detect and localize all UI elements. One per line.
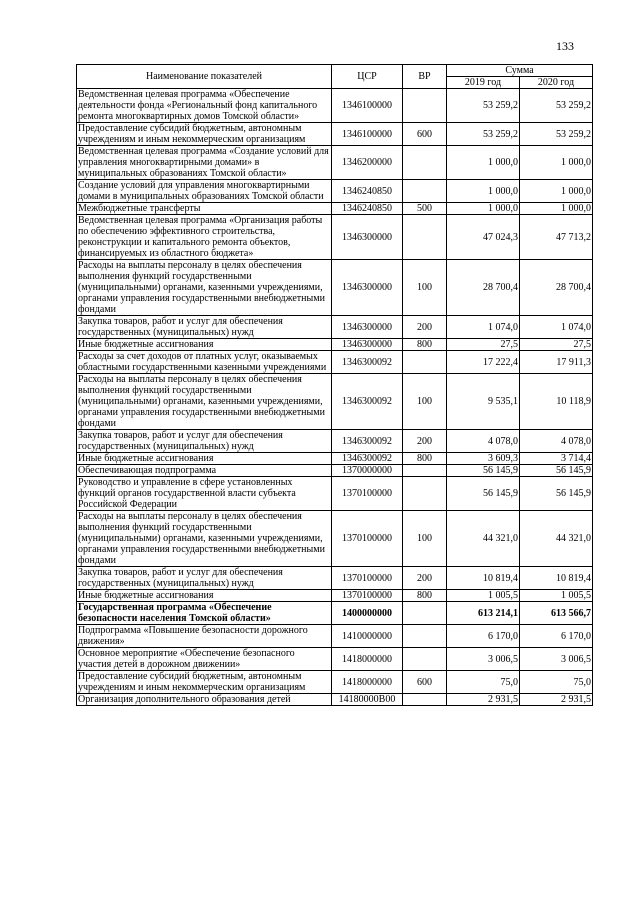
cell-2019: 1 000,0 <box>447 180 520 203</box>
cell-2020: 47 713,2 <box>520 215 593 260</box>
cell-2019: 9 535,1 <box>447 374 520 430</box>
cell-vr <box>403 602 447 625</box>
cell-2020: 27,5 <box>520 339 593 351</box>
cell-vr <box>403 146 447 180</box>
header-year-2019: 2019 год <box>447 77 520 89</box>
cell-name: Государственная программа «Обеспечение безопасности населения Томской области» <box>77 602 332 625</box>
cell-name: Предоставление субсидий бюджетным, автономным учреждениям и иным некоммерческим организациям <box>77 671 332 694</box>
cell-2019: 17 222,4 <box>447 351 520 374</box>
cell-name: Ведомственная целевая программа «Организация работы по обеспечению эффективного строительства, реконструкции и капитального ремонта объектов, финансируемых из областного бюджета» <box>77 215 332 260</box>
cell-2019: 6 170,0 <box>447 625 520 648</box>
cell-csr: 1346100000 <box>332 89 403 123</box>
cell-vr <box>403 180 447 203</box>
cell-vr: 800 <box>403 453 447 465</box>
cell-csr: 1370100000 <box>332 567 403 590</box>
cell-vr <box>403 89 447 123</box>
cell-csr: 1410000000 <box>332 625 403 648</box>
cell-csr: 1370000000 <box>332 465 403 477</box>
cell-csr: 1346300092 <box>332 351 403 374</box>
cell-name: Закупка товаров, работ и услуг для обеспечения государственных (муниципальных) нужд <box>77 316 332 339</box>
cell-name: Расходы на выплаты персоналу в целях обеспечения выполнения функций государственными (муниципальными) органами, казенными учреждениями, органами управления государственными внебюджетными фондами <box>77 260 332 316</box>
cell-name: Ведомственная целевая программа «Создание условий для управления многоквартирными домами» в муниципальных образованиях Томской области» <box>77 146 332 180</box>
cell-vr: 100 <box>403 511 447 567</box>
table-row <box>77 477 593 511</box>
table-header <box>77 65 593 89</box>
header-sum: Сумма <box>447 65 593 77</box>
cell-2020: 2 931,5 <box>520 694 593 706</box>
cell-2020: 1 000,0 <box>520 146 593 180</box>
cell-csr: 1346300000 <box>332 316 403 339</box>
cell-csr: 14180000В00 <box>332 694 403 706</box>
table-row <box>77 316 593 339</box>
cell-2019: 1 000,0 <box>447 203 520 215</box>
cell-2019: 10 819,4 <box>447 567 520 590</box>
table-row <box>77 215 593 260</box>
cell-name: Расходы на выплаты персоналу в целях обеспечения выполнения функций государственными (муниципальными) органами, казенными учреждениями, органами управления государственными внебюджетными фондами <box>77 374 332 430</box>
cell-name: Закупка товаров, работ и услуг для обеспечения государственных (муниципальных) нужд <box>77 430 332 453</box>
table-row <box>77 465 593 477</box>
page-number: 133 <box>556 39 574 53</box>
cell-csr: 1346300092 <box>332 430 403 453</box>
cell-vr <box>403 215 447 260</box>
cell-csr: 1400000000 <box>332 602 403 625</box>
cell-vr: 800 <box>403 590 447 602</box>
cell-csr: 1346100000 <box>332 123 403 146</box>
cell-2020: 1 000,0 <box>520 203 593 215</box>
cell-2020: 10 819,4 <box>520 567 593 590</box>
cell-vr <box>403 625 447 648</box>
cell-csr: 1346300092 <box>332 374 403 430</box>
cell-vr <box>403 465 447 477</box>
table-row <box>77 203 593 215</box>
table-row <box>77 625 593 648</box>
cell-name: Основное мероприятие «Обеспечение безопасного участия детей в дорожном движении» <box>77 648 332 671</box>
cell-vr <box>403 694 447 706</box>
cell-csr: 1346300000 <box>332 215 403 260</box>
cell-name: Ведомственная целевая программа «Обеспечение деятельности фонда «Региональный фонд капитального ремонта многоквартирных домов Томской области» <box>77 89 332 123</box>
header-name: Наименование показателей <box>77 65 332 89</box>
cell-2020: 10 118,9 <box>520 374 593 430</box>
cell-2019: 75,0 <box>447 671 520 694</box>
cell-name: Организация дополнительного образования детей <box>77 694 332 706</box>
header-year-2020: 2020 год <box>520 77 593 89</box>
cell-2020: 75,0 <box>520 671 593 694</box>
cell-vr: 600 <box>403 123 447 146</box>
table-row <box>77 567 593 590</box>
table-row <box>77 590 593 602</box>
cell-name: Расходы за счет доходов от платных услуг, оказываемых областными государственными казенными учреждениями <box>77 351 332 374</box>
cell-2019: 3 609,3 <box>447 453 520 465</box>
cell-csr: 1418000000 <box>332 648 403 671</box>
cell-csr: 1346240850 <box>332 180 403 203</box>
table-row <box>77 146 593 180</box>
cell-2020: 53 259,2 <box>520 89 593 123</box>
cell-csr: 1418000000 <box>332 671 403 694</box>
cell-vr: 200 <box>403 567 447 590</box>
cell-2020: 613 566,7 <box>520 602 593 625</box>
cell-2019: 613 214,1 <box>447 602 520 625</box>
table-row <box>77 180 593 203</box>
cell-2020: 53 259,2 <box>520 123 593 146</box>
cell-name: Обеспечивающая подпрограмма <box>77 465 332 477</box>
cell-2020: 3 714,4 <box>520 453 593 465</box>
cell-2019: 2 931,5 <box>447 694 520 706</box>
table-row <box>77 260 593 316</box>
cell-2019: 27,5 <box>447 339 520 351</box>
cell-2019: 1 005,5 <box>447 590 520 602</box>
cell-vr: 200 <box>403 430 447 453</box>
cell-name: Иные бюджетные ассигнования <box>77 453 332 465</box>
cell-name: Создание условий для управления многоквартирными домами в муниципальных образованиях Томской области <box>77 180 332 203</box>
cell-2020: 56 145,9 <box>520 477 593 511</box>
cell-2020: 6 170,0 <box>520 625 593 648</box>
cell-csr: 1370100000 <box>332 511 403 567</box>
cell-2019: 44 321,0 <box>447 511 520 567</box>
cell-vr: 100 <box>403 374 447 430</box>
table-row <box>77 374 593 430</box>
cell-2020: 1 000,0 <box>520 180 593 203</box>
cell-csr: 1346300092 <box>332 453 403 465</box>
cell-csr: 1370100000 <box>332 590 403 602</box>
cell-csr: 1370100000 <box>332 477 403 511</box>
cell-name: Предоставление субсидий бюджетным, автономным учреждениям и иным некоммерческим организациям <box>77 123 332 146</box>
cell-vr <box>403 351 447 374</box>
cell-2019: 4 078,0 <box>447 430 520 453</box>
cell-name: Расходы на выплаты персоналу в целях обеспечения выполнения функций государственными (муниципальными) органами, казенными учреждениями, органами управления государственными внебюджетными фондами <box>77 511 332 567</box>
cell-2019: 1 000,0 <box>447 146 520 180</box>
budget-table <box>76 64 593 706</box>
cell-2019: 53 259,2 <box>447 123 520 146</box>
cell-name: Межбюджетные трансферты <box>77 203 332 215</box>
cell-name: Иные бюджетные ассигнования <box>77 339 332 351</box>
table-row <box>77 648 593 671</box>
cell-2020: 4 078,0 <box>520 430 593 453</box>
cell-2019: 47 024,3 <box>447 215 520 260</box>
cell-2019: 56 145,9 <box>447 465 520 477</box>
cell-2019: 53 259,2 <box>447 89 520 123</box>
cell-vr: 200 <box>403 316 447 339</box>
cell-vr: 500 <box>403 203 447 215</box>
cell-name: Подпрограмма «Повышение безопасности дорожного движения» <box>77 625 332 648</box>
cell-name: Руководство и управление в сфере установленных функций органов государственной власти субъекта Российской Федерации <box>77 477 332 511</box>
header-csr: ЦСР <box>332 65 403 89</box>
cell-vr <box>403 648 447 671</box>
cell-2019: 1 074,0 <box>447 316 520 339</box>
table-row <box>77 351 593 374</box>
table-row <box>77 602 593 625</box>
table-row <box>77 89 593 123</box>
cell-2020: 1 074,0 <box>520 316 593 339</box>
cell-2019: 28 700,4 <box>447 260 520 316</box>
table-row <box>77 511 593 567</box>
cell-vr: 800 <box>403 339 447 351</box>
cell-csr: 1346300000 <box>332 260 403 316</box>
table-row <box>77 430 593 453</box>
cell-2020: 17 911,3 <box>520 351 593 374</box>
cell-2020: 44 321,0 <box>520 511 593 567</box>
header-vr: ВР <box>403 65 447 89</box>
cell-2019: 56 145,9 <box>447 477 520 511</box>
cell-csr: 1346300000 <box>332 339 403 351</box>
table-row <box>77 694 593 706</box>
table-row <box>77 671 593 694</box>
table-row <box>77 123 593 146</box>
cell-vr: 600 <box>403 671 447 694</box>
cell-name: Иные бюджетные ассигнования <box>77 590 332 602</box>
cell-2019: 3 006,5 <box>447 648 520 671</box>
cell-vr <box>403 477 447 511</box>
table-row <box>77 339 593 351</box>
table-body <box>77 89 593 706</box>
cell-2020: 28 700,4 <box>520 260 593 316</box>
cell-2020: 3 006,5 <box>520 648 593 671</box>
cell-csr: 1346200000 <box>332 146 403 180</box>
cell-2020: 1 005,5 <box>520 590 593 602</box>
cell-csr: 1346240850 <box>332 203 403 215</box>
table-row <box>77 453 593 465</box>
cell-2020: 56 145,9 <box>520 465 593 477</box>
cell-vr: 100 <box>403 260 447 316</box>
cell-name: Закупка товаров, работ и услуг для обеспечения государственных (муниципальных) нужд <box>77 567 332 590</box>
